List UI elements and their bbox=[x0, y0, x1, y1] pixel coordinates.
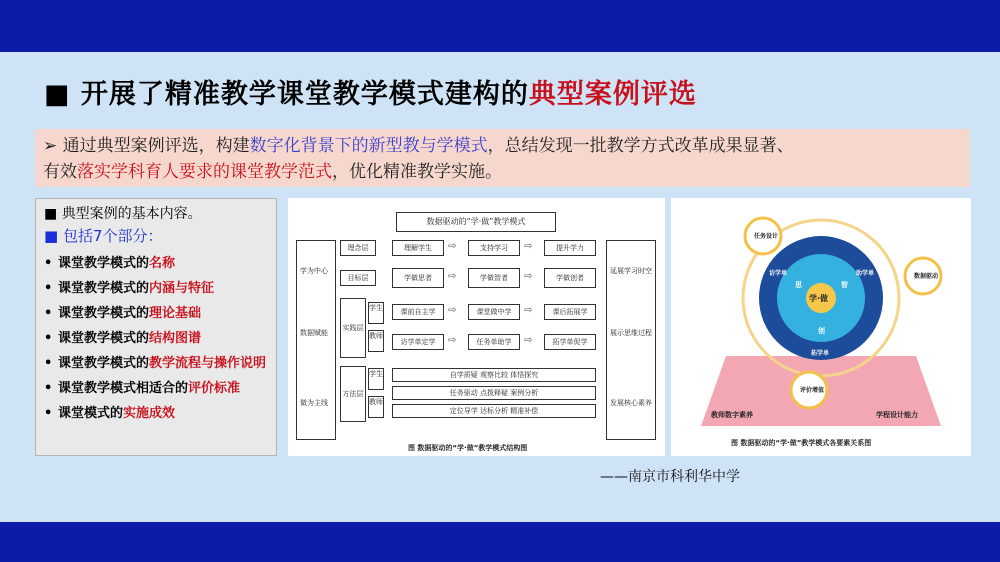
list-item bbox=[44, 305, 268, 322]
summary-red-text: 落实学科育人要求的课堂教学范式 bbox=[77, 162, 332, 182]
arrow-right-icon: ⇨ bbox=[448, 305, 457, 316]
flow-box: 学做创者 bbox=[544, 268, 596, 288]
title-highlight: 典型案例评选 bbox=[528, 79, 697, 110]
teacher-box: 教师 bbox=[368, 330, 384, 352]
diagram-caption: 图 数据驱动的“学·做”教学模式各要素关系图 bbox=[731, 439, 872, 447]
circle-label: 创 bbox=[818, 327, 825, 335]
flow-box: 课堂做中学 bbox=[468, 304, 520, 320]
item-text: 课堂教学模式的 bbox=[58, 356, 150, 371]
item-text: 课堂教学模式的 bbox=[58, 281, 150, 296]
layer-box: 方法层 bbox=[340, 366, 366, 422]
school-credit: ——南京市科利华中学 bbox=[600, 469, 740, 485]
bullet-icon: • bbox=[44, 406, 53, 421]
top-banner bbox=[0, 0, 1000, 52]
title-square-icon: ■ bbox=[44, 79, 71, 110]
item-red-text: 实施成效 bbox=[123, 406, 176, 421]
node-label: 评价增值 bbox=[800, 387, 825, 394]
flow-box: 课后拓展学 bbox=[544, 304, 596, 320]
arrow-bullet-icon: ➢ bbox=[43, 136, 58, 156]
arrow-right-icon: ⇨ bbox=[524, 271, 533, 282]
flow-box: 学做思者 bbox=[392, 268, 444, 288]
student-box: 学生 bbox=[368, 368, 384, 390]
ring-label: 拓学单 bbox=[811, 350, 830, 357]
item-text: 课堂教学模式的 bbox=[58, 306, 150, 321]
method-box: 定位导学 达标分析 精准补偿 bbox=[392, 404, 596, 418]
center-label: 学·做 bbox=[809, 294, 829, 303]
arrow-right-icon: ⇨ bbox=[524, 335, 533, 346]
relation-diagram bbox=[671, 198, 971, 456]
case-content-box bbox=[35, 198, 277, 456]
ring-label: 助学单 bbox=[856, 270, 875, 277]
bullet-icon: • bbox=[44, 381, 53, 396]
right-label: 展示思维过程 bbox=[610, 329, 652, 337]
bullet-icon: • bbox=[44, 256, 53, 271]
right-label: 延展学习时空 bbox=[610, 267, 652, 275]
arrow-right-icon: ⇨ bbox=[524, 241, 533, 252]
layer-box: 理念层 bbox=[340, 240, 376, 256]
summary-text: 有效 bbox=[43, 162, 77, 182]
item-red-text: 结构图谱 bbox=[149, 331, 202, 346]
bullet-icon: • bbox=[44, 306, 53, 321]
slide-title bbox=[44, 72, 697, 111]
item-text: 课堂教学模式的 bbox=[58, 256, 150, 271]
node-label: 任务设计 bbox=[754, 233, 779, 240]
flow-box: 拓学单促学 bbox=[544, 334, 596, 350]
item-red-text: 理论基础 bbox=[149, 306, 202, 321]
item-red-text: 教学流程与操作说明 bbox=[149, 356, 267, 371]
list-item bbox=[44, 255, 268, 272]
flow-box: 支持学习 bbox=[468, 240, 520, 256]
square-bullet-icon: ■ bbox=[44, 206, 62, 222]
item-red-text: 评价标准 bbox=[188, 381, 241, 396]
teacher-box: 教师 bbox=[368, 396, 384, 418]
arrow-right-icon: ⇨ bbox=[524, 305, 533, 316]
list-item bbox=[44, 330, 268, 347]
structure-diagram bbox=[288, 198, 665, 456]
flow-box: 理解学生 bbox=[392, 240, 444, 256]
list-item bbox=[44, 355, 268, 372]
arrow-right-icon: ⇨ bbox=[448, 335, 457, 346]
diagram-top-box: 数据驱动的“学·做”教学模式 bbox=[396, 212, 556, 232]
list-item bbox=[44, 380, 268, 397]
left-label: 数据赋能 bbox=[300, 329, 328, 337]
base-label: 学程设计能力 bbox=[876, 411, 918, 419]
flow-box: 任务单助学 bbox=[468, 334, 520, 350]
bottom-banner bbox=[0, 522, 1000, 562]
method-box: 自学质疑 观察比较 体悟探究 bbox=[392, 368, 596, 382]
circle-label: 思 bbox=[795, 281, 802, 289]
bullet-icon: • bbox=[44, 331, 53, 346]
parts-heading-text: 包括7个部分： bbox=[62, 227, 163, 245]
flow-box: 学做智者 bbox=[468, 268, 520, 288]
summary-box bbox=[35, 129, 970, 187]
content-heading-text: 典型案例的基本内容。 bbox=[61, 206, 202, 222]
flow-box: 访学单定学 bbox=[392, 334, 444, 350]
student-box: 学生 bbox=[368, 302, 384, 324]
layer-box: 目标层 bbox=[340, 270, 376, 286]
bullet-icon: • bbox=[44, 356, 53, 371]
ring-label: 访学单 bbox=[769, 270, 788, 277]
item-text: 课堂模式的 bbox=[58, 406, 124, 421]
diagram-caption: 图 数据驱动的“学·做”教学模式结构图 bbox=[408, 444, 528, 452]
content-heading bbox=[44, 203, 268, 225]
summary-blue-text: 数字化背景下的新型教与学模式 bbox=[249, 136, 488, 156]
list-item bbox=[44, 405, 268, 422]
arrow-right-icon: ⇨ bbox=[448, 271, 457, 282]
right-label: 发展核心素养 bbox=[610, 399, 652, 407]
left-label: 做为主线 bbox=[300, 399, 328, 407]
arrow-right-icon: ⇨ bbox=[448, 241, 457, 252]
flow-box: 提升学力 bbox=[544, 240, 596, 256]
parts-heading bbox=[44, 225, 268, 247]
blue-square-bullet-icon: ■ bbox=[44, 227, 63, 245]
bullet-icon: • bbox=[44, 281, 53, 296]
summary-text: ，总结发现一批教学方式改革成果显著、 bbox=[487, 136, 794, 156]
base-label: 教师数字素养 bbox=[711, 411, 753, 419]
summary-text: ，优化精准教学实施。 bbox=[332, 162, 502, 182]
circle-label: 智 bbox=[841, 281, 848, 289]
layer-box: 实践层 bbox=[340, 298, 366, 358]
list-item bbox=[44, 280, 268, 297]
item-text: 课堂教学模式相适合的 bbox=[58, 381, 189, 396]
item-text: 课堂教学模式的 bbox=[58, 331, 150, 346]
method-box: 任务驱动 点拨释疑 案例分析 bbox=[392, 386, 596, 400]
item-red-text: 内涵与特征 bbox=[149, 281, 215, 296]
item-red-text: 名称 bbox=[149, 256, 176, 271]
summary-text: 通过典型案例评选，构建 bbox=[62, 136, 250, 156]
left-label: 学为中心 bbox=[300, 267, 328, 275]
flow-box: 课前自主学 bbox=[392, 304, 444, 320]
title-text: 开展了精准教学课堂教学模式建构的 bbox=[80, 79, 529, 110]
node-label: 数据驱动 bbox=[914, 273, 939, 280]
